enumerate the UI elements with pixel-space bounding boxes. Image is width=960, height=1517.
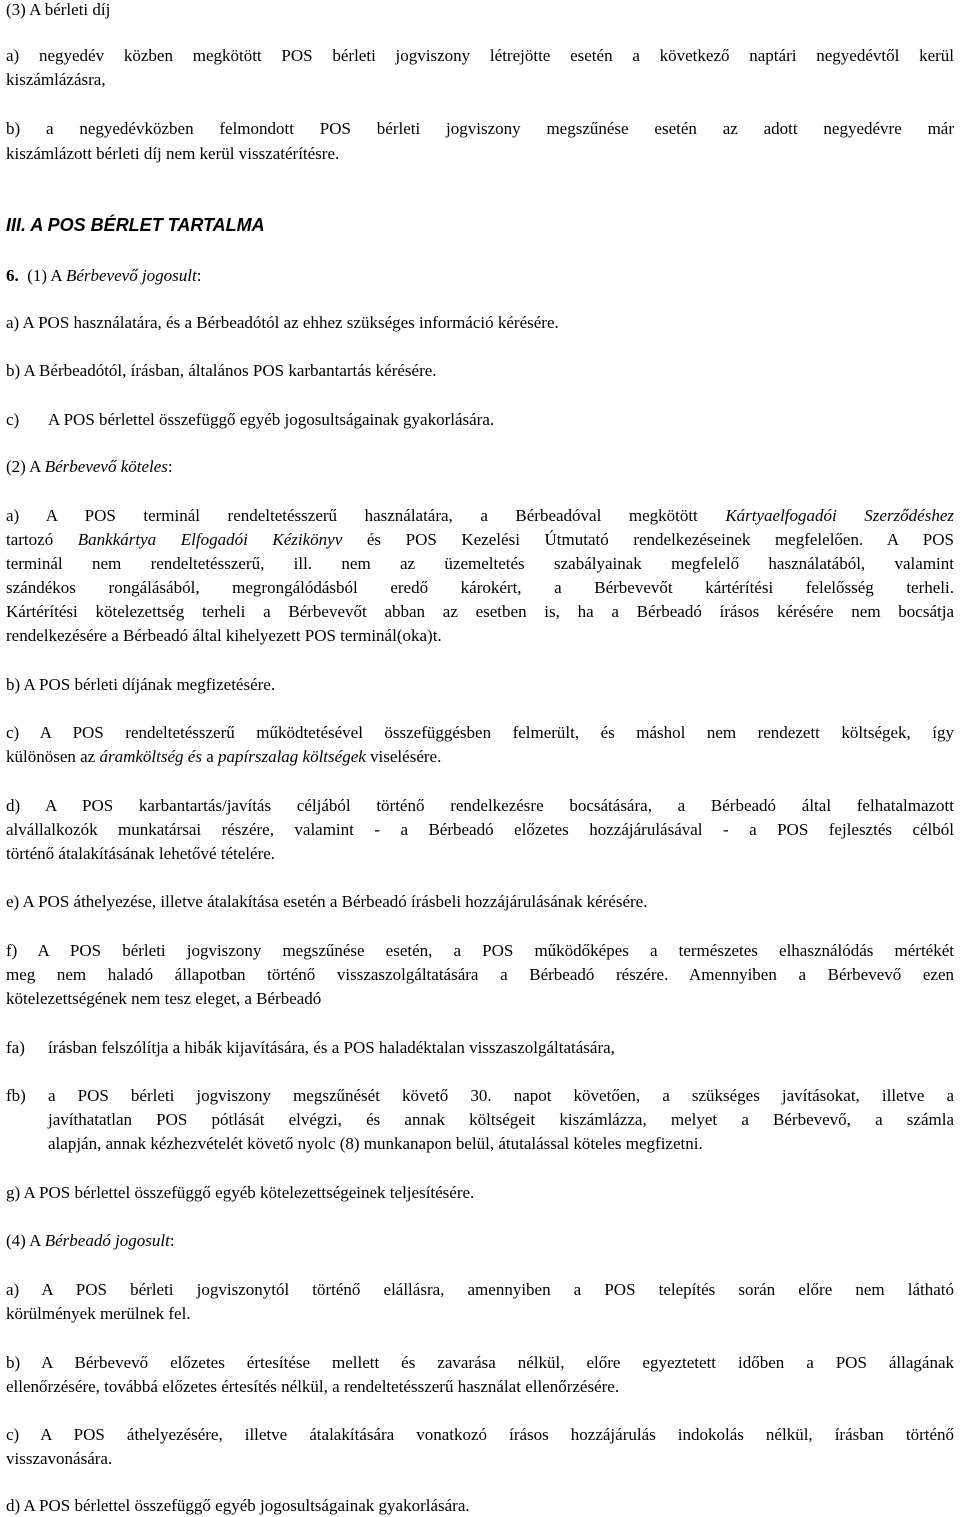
- paragraph-6-2-item-f-line-2: meg nem haladó állapotban történő visszaszolgáltatására a Bérbeadó részére. Amennyiben a Bérbevevő ezen: [6, 965, 954, 984]
- text-run: viselésére.: [365, 747, 442, 766]
- italic-run: Bankkártya Elfogadói Kézikönyv: [77, 530, 343, 549]
- item-text: a POS bérleti jogviszony megszűnését követő 30. napot követően, a szükséges javításokat, illetve a: [48, 1086, 954, 1105]
- text-run: és POS Kezelési Útmutató rendelkezéseinek megfelelően. A POS: [342, 530, 954, 549]
- text-run: különösen az: [6, 747, 100, 766]
- text-run: a: [201, 747, 218, 766]
- chapter-3-heading: III. A POS BÉRLET TARTALMA: [6, 215, 265, 235]
- paragraph-6-2-item-g: g) A POS bérlettel összefüggő egyéb kötelezettségeinek teljesítésére.: [6, 1183, 475, 1202]
- intro-suffix: :: [169, 1231, 175, 1250]
- paragraph-6-4-item-b-line-2: ellenőrzésére, továbbá előzetes értesítés nélkül, a rendeltetésszerű használat ellenőrzésére.: [6, 1377, 620, 1396]
- paragraph-6-2-item-c-line-1: c) A POS rendeltetésszerű működtetésével összefüggésben felmerült, és máshol nem rendezett költségek, így: [6, 723, 954, 742]
- item-label: fb): [6, 1086, 26, 1105]
- item-text: írásban felszólítja a hibák kijavítására, és a POS haladéktalan visszaszolgáltatására,: [48, 1038, 615, 1057]
- italic-run: Kártyaelfogadói Szerződéshez: [725, 506, 954, 525]
- paragraph-6-4-item-c-line-1: c) A POS áthelyezésére, illetve átalakítására vonatkozó írásos hozzájárulás indokolás nélkül, írásban történő: [6, 1425, 954, 1444]
- intro-prefix: (2) A: [6, 457, 45, 476]
- text-run: tartozó: [6, 530, 78, 549]
- paragraph-6-1-item-c: [6, 410, 494, 430]
- paragraph-6-4-intro: [6, 1231, 175, 1251]
- section-3-item-a-line-1: a) negyedév közben megkötött POS bérleti jogviszony létrejötte esetén a következő naptári negyedévtől kerül: [6, 46, 954, 65]
- item-label: fa): [6, 1038, 25, 1057]
- paragraph-6-1-item-b: b) A Bérbeadótól, írásban, általános POS karbantartás kérésére.: [6, 361, 437, 380]
- paragraph-6-2-item-fb-line-2: javíthatatlan POS pótlását elvégzi, és annak költségeit kiszámlázza, melyet a Bérbevevő, a számla: [48, 1110, 954, 1129]
- paragraph-6-2-item-c-line-2: [6, 747, 441, 767]
- paragraph-6-2-item-f-line-1: f) A POS bérleti jogviszony megszűnése esetén, a POS működőképes a természetes elhasználódás mértékét: [6, 941, 954, 960]
- italic-run: áramköltség és: [99, 747, 202, 766]
- paragraph-6-2-item-a-line-5: Kártérítési kötelezettség terheli a Bérbevevőt abban az esetben is, ha a Bérbeadó írásos kérésére nem bocsátja: [6, 602, 954, 621]
- paragraph-6-2-item-a-line-4: szándékos rongálásából, megrongálódásból eredő károkért, a Bérbevevőt kártérítési felelősség terheli.: [6, 578, 954, 597]
- paragraph-6-1-intro: [6, 266, 201, 286]
- intro-italic: Bérbevevő köteles: [44, 457, 168, 476]
- paragraph-6-2-intro: [6, 457, 173, 477]
- paragraph-6-2-item-f-line-3: kötelezettségének nem tesz eleget, a Bérbeadó: [6, 989, 322, 1008]
- paragraph-6-4-item-b-line-1: b) A Bérbevevő előzetes értesítése mellett és zavarása nélkül, előre egyeztetett időben a POS állagának: [6, 1353, 954, 1372]
- paragraph-6-4-item-c-line-2: visszavonására.: [6, 1449, 113, 1468]
- paragraph-6-4-item-d: d) A POS bérlettel összefüggő egyéb jogosultságainak gyakorlására.: [6, 1496, 470, 1515]
- intro-italic: Bérbevevő jogosult: [65, 266, 197, 285]
- section-3-title: (3) A bérleti díj: [6, 0, 111, 19]
- text-run: a) A POS terminál rendeltetésszerű használatára, a Bérbeadóval megkötött: [6, 506, 726, 525]
- paragraph-6-2-item-fb-line-3: alapján, annak kézhezvételét követő nyolc (8) munkanapon belül, átutalással köteles megfizetni.: [48, 1134, 703, 1153]
- section-3-item-b-line-2: kiszámlázott bérleti díj nem kerül visszatérítésre.: [6, 144, 340, 163]
- intro-prefix: (1) A: [27, 266, 66, 285]
- section-3-item-a-line-2: kiszámlázásra,: [6, 70, 106, 89]
- paragraph-6-2-item-a-line-3: terminál nem rendeltetésszerű, ill. nem az üzemeltetés szabályainak megfelelő használatából, valamint: [6, 554, 954, 573]
- paragraph-6-2-item-a-line-6: rendelkezésére a Bérbeadó által kihelyezett POS terminál(oka)t.: [6, 626, 442, 645]
- italic-run: papírszalag költségek: [218, 747, 366, 766]
- paragraph-6-2-item-d-line-3: történő átalakításának lehetővé tételére.: [6, 844, 276, 863]
- paragraph-6-2-item-fb-line-1: [6, 1086, 954, 1106]
- paragraph-6-2-item-d-line-2: alvállalkozók munkatársai részére, valamint - a Bérbeadó előzetes hozzájárulásával - a POS fejlesztés célból: [6, 820, 954, 839]
- item-text: A POS bérlettel összefüggő egyéb jogosultságainak gyakorlására.: [48, 410, 495, 429]
- paragraph-6-2-item-d-line-1: d) A POS karbantartás/javítás céljából történő rendelkezésre bocsátására, a Bérbeadó által felhatalmazott: [6, 796, 954, 815]
- intro-italic: Bérbeadó jogosult: [44, 1231, 170, 1250]
- paragraph-6-2-item-a-line-2: [6, 530, 954, 550]
- paragraph-6-2-item-e: e) A POS áthelyezése, illetve átalakítása esetén a Bérbeadó írásbeli hozzájárulásának kérésére.: [6, 892, 648, 911]
- paragraph-6-2-item-b: b) A POS bérleti díjának megfizetésére.: [6, 675, 276, 694]
- paragraph-6-4-item-a-line-1: a) A POS bérleti jogviszonytól történő elállásra, amennyiben a POS telepítés során előre nem látható: [6, 1280, 954, 1299]
- paragraph-number: 6.: [6, 266, 19, 285]
- paragraph-6-2-item-fa: [6, 1038, 615, 1058]
- intro-suffix: :: [167, 457, 173, 476]
- paragraph-6-2-item-a-line-1: [6, 506, 954, 526]
- intro-suffix: :: [196, 266, 202, 285]
- paragraph-6-1-item-a: a) A POS használatára, és a Bérbeadótól az ehhez szükséges információ kérésére.: [6, 313, 559, 332]
- intro-prefix: (4) A: [6, 1231, 45, 1250]
- paragraph-6-4-item-a-line-2: körülmények merülnek fel.: [6, 1304, 191, 1323]
- section-3-item-b-line-1: b) a negyedévközben felmondott POS bérleti jogviszony megszűnése esetén az adott negyedévre már: [6, 119, 954, 138]
- item-label: c): [6, 410, 20, 429]
